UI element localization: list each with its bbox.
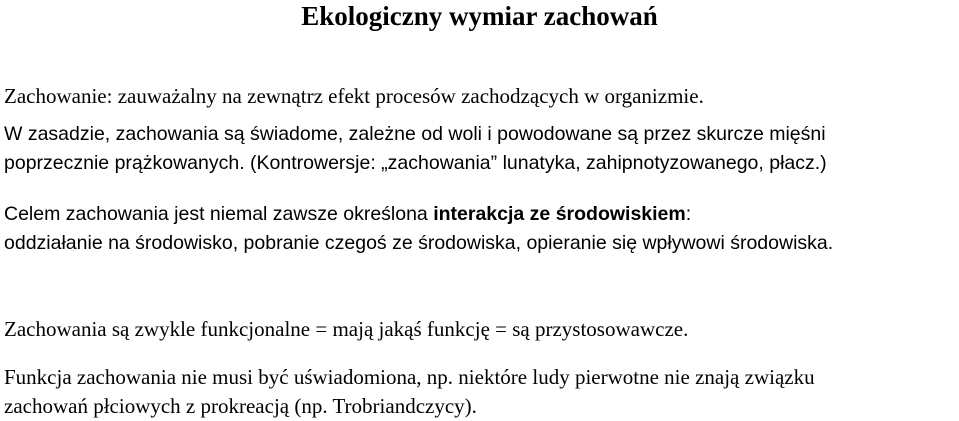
paragraph-line: poprzecznie prążkowanych. (Kontrowersje: „zachowania” lunatyka, zahipnotyzowanego, płacz.) xyxy=(4,152,827,174)
bold-phrase: interakcja ze środowiskiem xyxy=(433,203,686,225)
text-run: : xyxy=(685,203,692,225)
page-title: Ekologiczny wymiar zachowań xyxy=(301,1,658,31)
paragraph-functional xyxy=(4,315,956,344)
paragraph-line: W zasadzie, zachowania są świadome, zależne od woli i powodowane są przez skurcze mięśni xyxy=(4,123,826,145)
paragraph-definition xyxy=(4,82,956,111)
paragraph-line: oddziałanie na środowisko, pobranie czegoś ze środowiska, opieranie się wpływowi środowiska. xyxy=(4,232,834,254)
paragraph-awareness xyxy=(4,363,956,421)
paragraph-goal xyxy=(4,200,956,258)
paragraph-consciousness xyxy=(4,120,956,178)
paragraph-line: zachowań płciowych z prokreacją (np. Trobriandczycy). xyxy=(4,394,477,418)
paragraph-line: Funkcja zachowania nie musi być uświadomiona, np. niektóre ludy pierwotne nie znają związku xyxy=(4,365,815,389)
text-run: Celem zachowania jest niemal zawsze określona xyxy=(4,203,434,225)
paragraph-line xyxy=(4,200,956,229)
paragraph-line: Zachowania są zwykle funkcjonalne = mają jakąś funkcję = są przystosowawcze. xyxy=(4,317,689,341)
paragraph-line: Zachowanie: zauważalny na zewnątrz efekt procesów zachodzących w organizmie. xyxy=(4,84,704,108)
